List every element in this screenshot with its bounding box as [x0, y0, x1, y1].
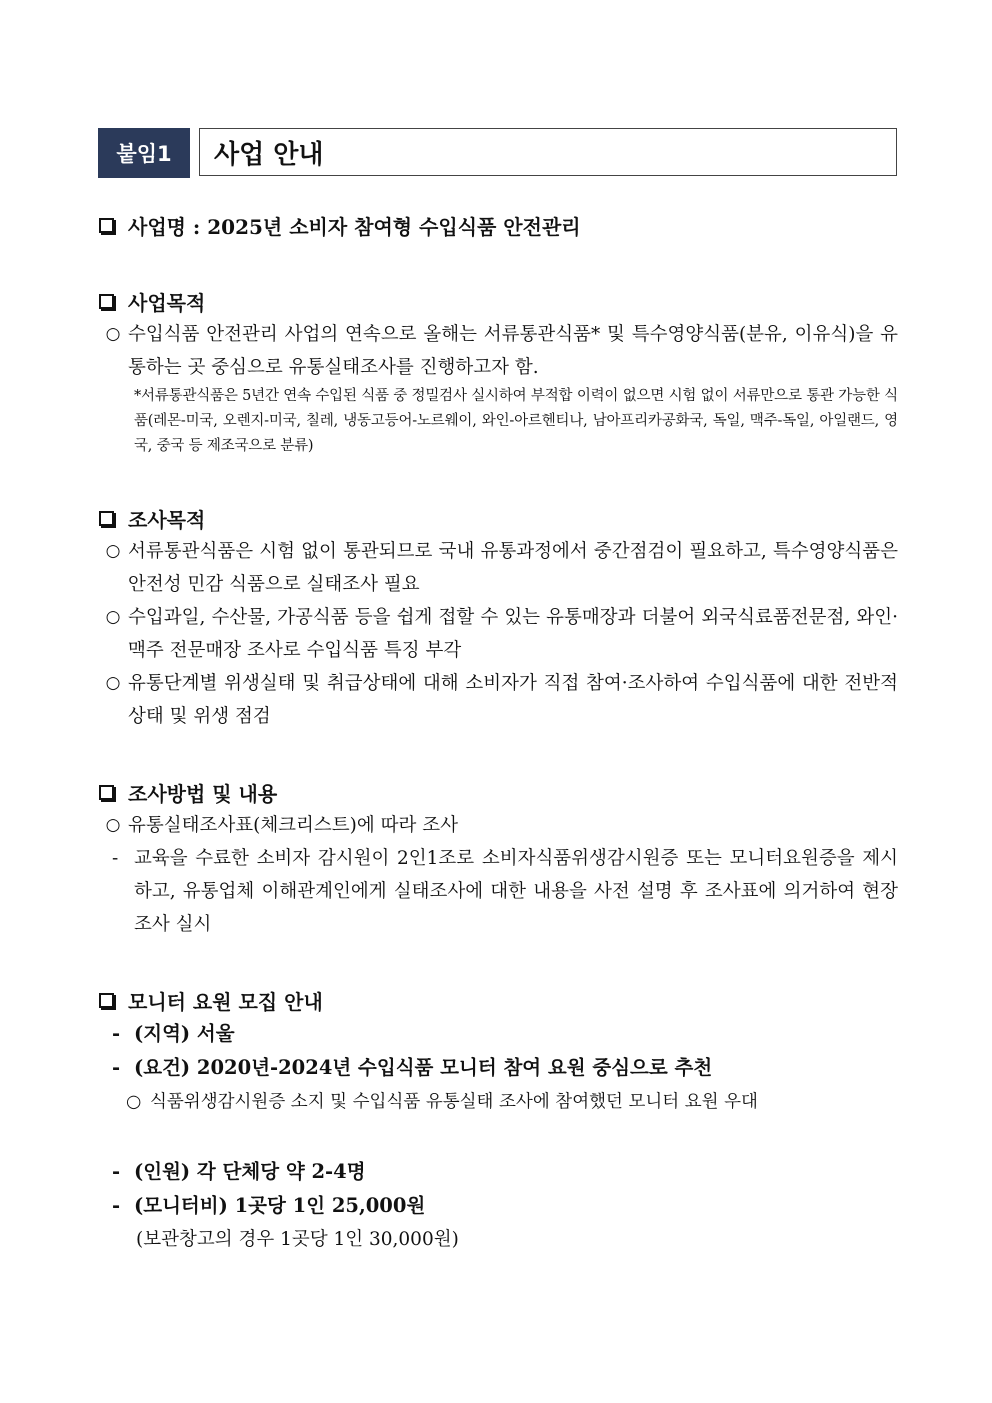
attachment-header [98, 128, 899, 178]
circle-bullet-icon: ○ [105, 607, 121, 627]
section-survey-method [98, 775, 898, 941]
attachment-tag: 붙임1 [98, 128, 190, 178]
list-item: ○ 식품위생감시원증 소지 및 수입식품 유통실태 조사에 참여했던 모니터 요원 우대 [98, 1085, 898, 1119]
footnote: *서류통관식품은 5년간 연속 수입된 식품 중 정밀검사 실시하여 부적합 이력이 없으면 시험 없이 서류만으로 통관 가능한 식품(레몬-미국, 오렌지-미국, 칠레, 냉동고등어-노르웨이, 와인-아르헨티나, 남아프리카공화국, 독일, 맥주-독일, 아일랜드, 영국, 중국 등 제조국으로 분류) [134, 388, 898, 454]
dash-item: - 교육을 수료한 소비자 감시원이 2인1조로 소비자식품위생감시원증 또는 모니터요원증을 제시하고, 유통업체 이해관계인에게 실태조사에 대한 내용을 사전 설명 후 조사표에 의거하여 현장조사 실시 [98, 842, 898, 941]
dash-item-personnel: - (인원) 각 단체당 약 2-4명 [112, 1160, 366, 1183]
checkbox-square-icon [99, 511, 114, 526]
section-business-purpose [98, 284, 898, 459]
dash-item-fee: - (모니터비) 1곳당 1인 25,000원 [112, 1194, 426, 1217]
section-heading: 사업명 : 2025년 소비자 참여형 수입식품 안전관리 [128, 214, 581, 239]
checkbox-square-icon [99, 785, 114, 800]
section-heading: 모니터 요원 모집 안내 [128, 989, 323, 1014]
checkbox-square-icon [99, 993, 114, 1008]
circle-bullet-icon: ○ [105, 541, 121, 561]
document-body [98, 208, 898, 1257]
circle-bullet-icon: ○ [105, 324, 121, 344]
dash-bullet: - [112, 848, 119, 869]
section-business-name [98, 208, 898, 242]
circle-bullet-icon: ○ [105, 673, 121, 693]
circle-bullet-icon: ○ [126, 1092, 142, 1112]
checkbox-square-icon [99, 294, 114, 309]
dash-item-requirement: - (요건) 2020년-2024년 수입식품 모니터 참여 요원 중심으로 추천 [112, 1056, 713, 1079]
section-recruitment [98, 983, 898, 1257]
list-item: ○ 유통실태조사표(체크리스트)에 따라 조사 [98, 809, 898, 842]
section-heading: 사업목적 [128, 290, 206, 315]
dash-item-region: - (지역) 서울 [112, 1022, 235, 1045]
page-title: 사업 안내 [199, 128, 897, 176]
list-item: ○ 수입식품 안전관리 사업의 연속으로 올해는 서류통관식품* 및 특수영양식품(분유, 이유식)을 유통하는 곳 중심으로 유통실태조사를 진행하고자 함. [98, 318, 898, 384]
section-survey-purpose [98, 501, 898, 733]
checkbox-square-icon [99, 218, 114, 233]
list-item: ○ 서류통관식품은 시험 없이 통관되므로 국내 유통과정에서 중간점검이 필요하고, 특수영양식품은 안전성 민감 식품으로 실태조사 필요 [98, 535, 898, 601]
circle-bullet-icon: ○ [105, 815, 121, 835]
section-heading: 조사목적 [128, 507, 206, 532]
list-item: ○ 유통단계별 위생실태 및 취급상태에 대해 소비자가 직접 참여·조사하여 수입식품에 대한 전반적 상태 및 위생 점검 [98, 667, 898, 733]
list-item: ○ 수입과일, 수산물, 가공식품 등을 쉽게 접할 수 있는 유통매장과 더불어 외국식료품전문점, 와인·맥주 전문매장 조사로 수입식품 특징 부각 [98, 601, 898, 667]
section-heading: 조사방법 및 내용 [128, 781, 278, 806]
fee-note: (보관창고의 경우 1곳당 1인 30,000원) [136, 1229, 459, 1250]
